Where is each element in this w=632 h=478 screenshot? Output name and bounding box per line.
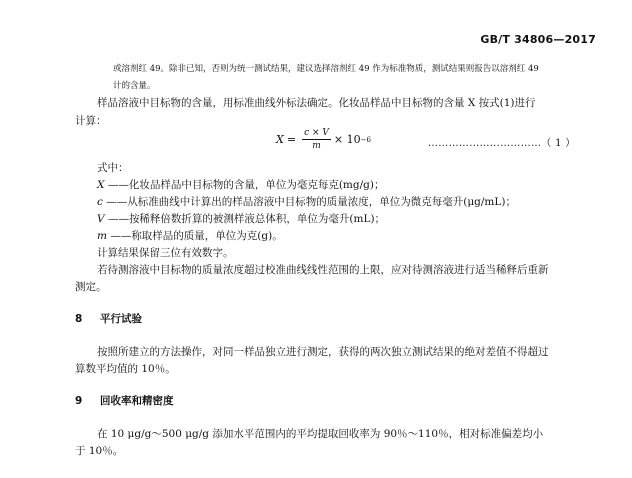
where-item-v [97,211,385,226]
where-text: ——称取样品的质量，单位为克(g)。 [110,230,283,242]
section-number: 8 [75,313,83,325]
significant-digits: 计算结果保留三位有效数字。 [97,247,234,259]
where-item-x [97,177,384,192]
where-text: ——按稀释倍数折算的被测样液总体积，单位为毫升(mL)； [107,213,386,225]
paragraph-2-line-1: 若待测溶液中目标物的质量浓度超过校准曲线线性范围的上限，应对待测溶液进行适当稀释后重新 [97,264,549,276]
formula-numerator: c × V [304,128,329,138]
paragraph-1-line-1: 样品溶液中目标物的含量，用标准曲线外标法确定。化妆品样品中目标物的含量 X 按式(1)进行 [97,97,536,109]
section-title: 回收率和精密度 [99,395,174,407]
paragraph-1-line-2: 计算： [75,115,107,127]
where-text: ——从标准曲线中计算出的样品溶液中目标物的质量浓度，单位为微克每毫升(μg/mL)； [106,196,516,208]
where-symbol: X [97,179,105,191]
formula-1 [276,128,371,151]
section-number: 9 [75,395,83,407]
section-title: 平行试验 [99,313,142,325]
formula-number: ……………………………（ 1 ） [428,138,576,149]
formula-exponent: −6 [360,135,371,144]
where-symbol: c [97,196,103,208]
section-8-line-2: 算数平均值的 10％。 [75,363,176,375]
note-line-1: 或溶剂红 49。除非已知，否则为统一测试结果，建议选择溶剂红 49 作为标准物质，测试结果则报告以溶剂红 49 [113,64,539,74]
section-9-line-1: 在 10 μg/g～500 μg/g 添加水平范围内的平均提取回收率为 90％～110％，相对标准偏差均小 [97,428,544,440]
formula-factor: × 10 [333,133,361,146]
formula-denominator: m [312,141,321,151]
section-9-line-2: 于 10％。 [75,445,124,457]
formula-lhs: X [276,133,284,146]
note-line-2: 计的含量。 [113,81,156,91]
where-item-c [97,194,516,209]
paragraph-2-line-2: 测定。 [75,281,107,293]
where-symbol: m [97,230,107,242]
section-9-heading [75,393,173,408]
section-8-line-1: 按照所建立的方法操作，对同一样品独立进行测定，获得的两次独立测试结果的绝对差值不得超过 [97,346,549,358]
where-text: ——化妆品样品中目标物的含量，单位为毫克每克(mg/g)； [107,179,385,191]
formula-equals: = [286,133,297,146]
where-symbol: V [97,213,105,225]
standard-code: GB/T 34806—2017 [480,33,596,46]
section-8-heading [75,311,142,326]
where-label: 式中： [97,162,129,174]
where-item-m [97,228,283,243]
formula-fraction [302,128,331,151]
